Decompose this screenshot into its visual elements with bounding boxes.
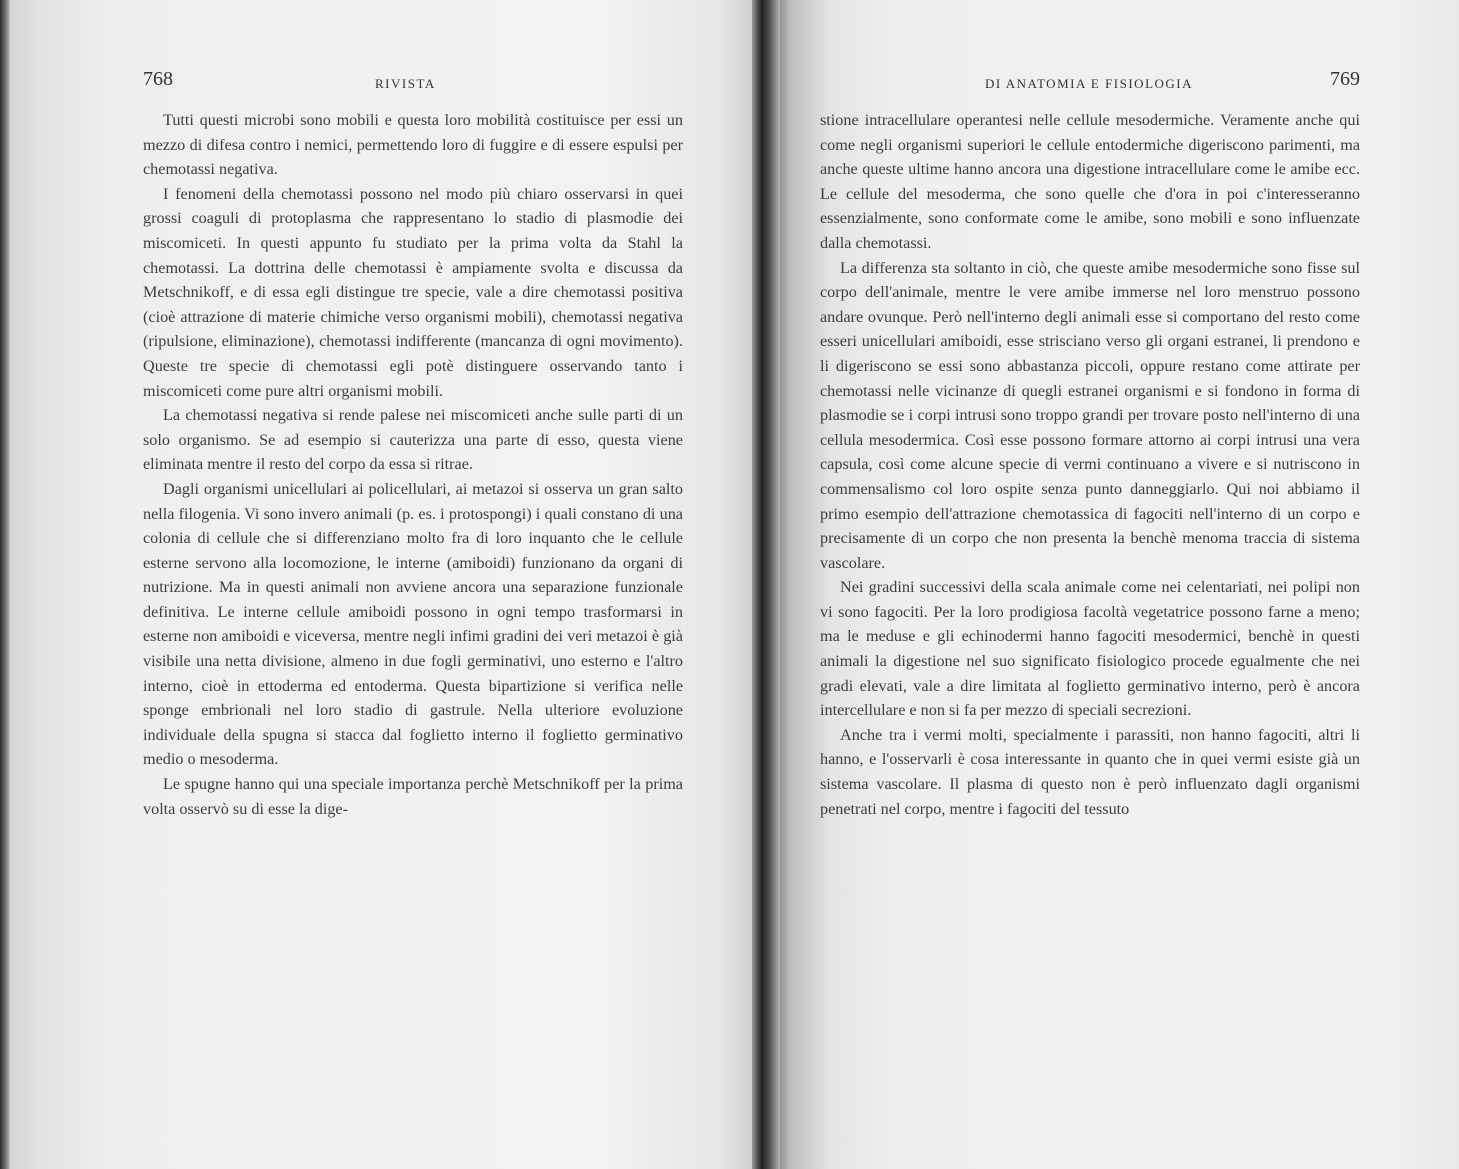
paragraph-continuation: stione intracellulare operantesi nelle cellule mesodermiche. Veramente anche qui come negli organismi superiori le cellule entodermiche digeriscono parimenti, ma anche queste ultime hanno ancora una digestione intracellulare come le amibe ecc. Le cellule del mesoderma, che sono quelle che d'ora in poi c'interesseranno essenzialmente, sono conformate come le amibe, sono mobili e sono influenzate dalla chemotassi. bbox=[820, 111, 1360, 252]
paragraph: I fenomeni della chemotassi possono nel modo più chiaro osservarsi in quei grossi coaguli di protoplasma che rappresentano lo stadio di plasmodie dei miscomiceti. In questi appunto fu studiato per la prima volta da Stahl la chemotassi. La dottrina delle chemotassi è ampiamente svolta e discussa da Metschnikoff, e di essa egli distingue tre specie, vale a dire chemotassi positiva (cioè attrazione di materie chimiche verso organismi mobili), chemotassi negativa (ripulsione, eliminazione), chemotassi indifferente (mancanza di ogni movimento). Queste tre specie di chemotassi egli potè distinguere osservando tanto i miscomiceti come pure altri organismi mobili. bbox=[143, 184, 683, 400]
paragraph: Le spugne hanno qui una speciale importanza perchè Metschnikoff per la prima volta osservò su di esse la dige- bbox=[143, 775, 683, 818]
left-body-text bbox=[143, 108, 683, 821]
right-page-number: 769 bbox=[1330, 68, 1360, 90]
paragraph: Anche tra i vermi molti, specialmente i parassiti, non hanno fagociti, altri li hanno, e l'osservarli è cosa interessante in quanto che in quei vermi esiste già un sistema vascolare. Il plasma di questo non è però influenzato dagli organismi penetrati nel corpo, mentre i fagociti del tessuto bbox=[820, 725, 1360, 818]
book-gutter bbox=[752, 0, 780, 1169]
paragraph: Dagli organismi unicellulari ai policellulari, ai metazoi si osserva un gran salto nella filogenia. Vi sono invero animali (p. es. i protospongi) i quali constano di una colonia di cellule che si differenziano molto fra di loro inquanto che le cellule esterne servono alla locomozione, le interne (amiboidi) funzionano da organi di nutrizione. Ma in questi animali non avviene ancora una separazione funzionale definitiva. Le interne cellule amiboidi possono in ogni tempo trasformarsi in esterne non amiboidi e viceversa, mentre negli infimi gradini dei veri metazoi è già visibile una netta divisione, almeno in due fogli germinativi, uno esterno e l'altro interno, cioè in ettoderma ed entoderma. Questa bipartizione si verifica nelle sponge embrionali nel loro stadio di gastrule. Nella ulteriore evoluzione individuale della spugna si stacca dal foglietto interno il foglietto germinativo medio o mesoderma. bbox=[143, 479, 683, 769]
left-page bbox=[143, 68, 683, 821]
right-running-head bbox=[820, 68, 1360, 102]
book-edge-shadow bbox=[0, 0, 10, 1169]
left-page-number: 768 bbox=[143, 68, 173, 90]
left-running-head bbox=[143, 68, 683, 102]
right-body-text bbox=[820, 108, 1360, 821]
paragraph: La differenza sta soltanto in ciò, che queste amibe mesodermiche sono fisse sul corpo dell'animale, mentre le vere amibe immerse nel loro menstruo possono andare ovunque. Però nell'interno degli animali esse si comportano del resto come esseri unicellulari amiboidi, esse strisciano verso gli organi estranei, li prendono e li digeriscono se essi sono abbastanza piccoli, oppure restano come attirate per chemotassi nelle vicinanze di quegli estranei organismi e si fondono in forma di plasmodie se i corpi intrusi sono troppo grandi per trovare posto nell'interno di una cellula mesodermica. Così esse possono formare attorno ai corpi intrusi una vera capsula, così come alcune specie di vermi continuano a vivere e si nutriscono in commensalismo col loro ospite senza punto danneggiarlo. Qui noi abbiamo il primo esempio dell'attrazione chemotassica di fagociti nell'interno di un corpo e precisamente di un corpo che non presenta la benchè menoma traccia di sistema vascolare. bbox=[820, 258, 1360, 572]
paragraph: Tutti questi microbi sono mobili e questa loro mobilità costituisce per essi un mezzo di difesa contro i nemici, permettendo loro di fuggire e di essere espulsi per chemotassi negativa. bbox=[143, 111, 683, 179]
right-running-title: DI ANATOMIA E FISIOLOGIA bbox=[985, 76, 1194, 91]
paragraph: La chemotassi negativa si rende palese nei miscomiceti anche sulle parti di un solo organismo. Se ad esempio si cauterizza una parte di esso, questa viene eliminata mentre il resto del corpo da essa si ritrae. bbox=[143, 406, 683, 474]
paragraph: Nei gradini successivi della scala animale come nei celentariati, nei polipi non vi sono fagociti. Per la loro prodigiosa facoltà vegetatrice possono farne a meno; ma le meduse e gli echinodermi hanno fagociti mesodermici, benchè in questi animali la digestione nel suo significato fisiologico procede egualmente che nei gradi elevati, vale a dire limitata al foglietto germinativo interno, però è ancora intercellulare e non si fa per mezzo di speciali secrezioni. bbox=[820, 578, 1360, 720]
right-page bbox=[820, 68, 1360, 821]
left-running-title: RIVISTA bbox=[375, 76, 436, 91]
